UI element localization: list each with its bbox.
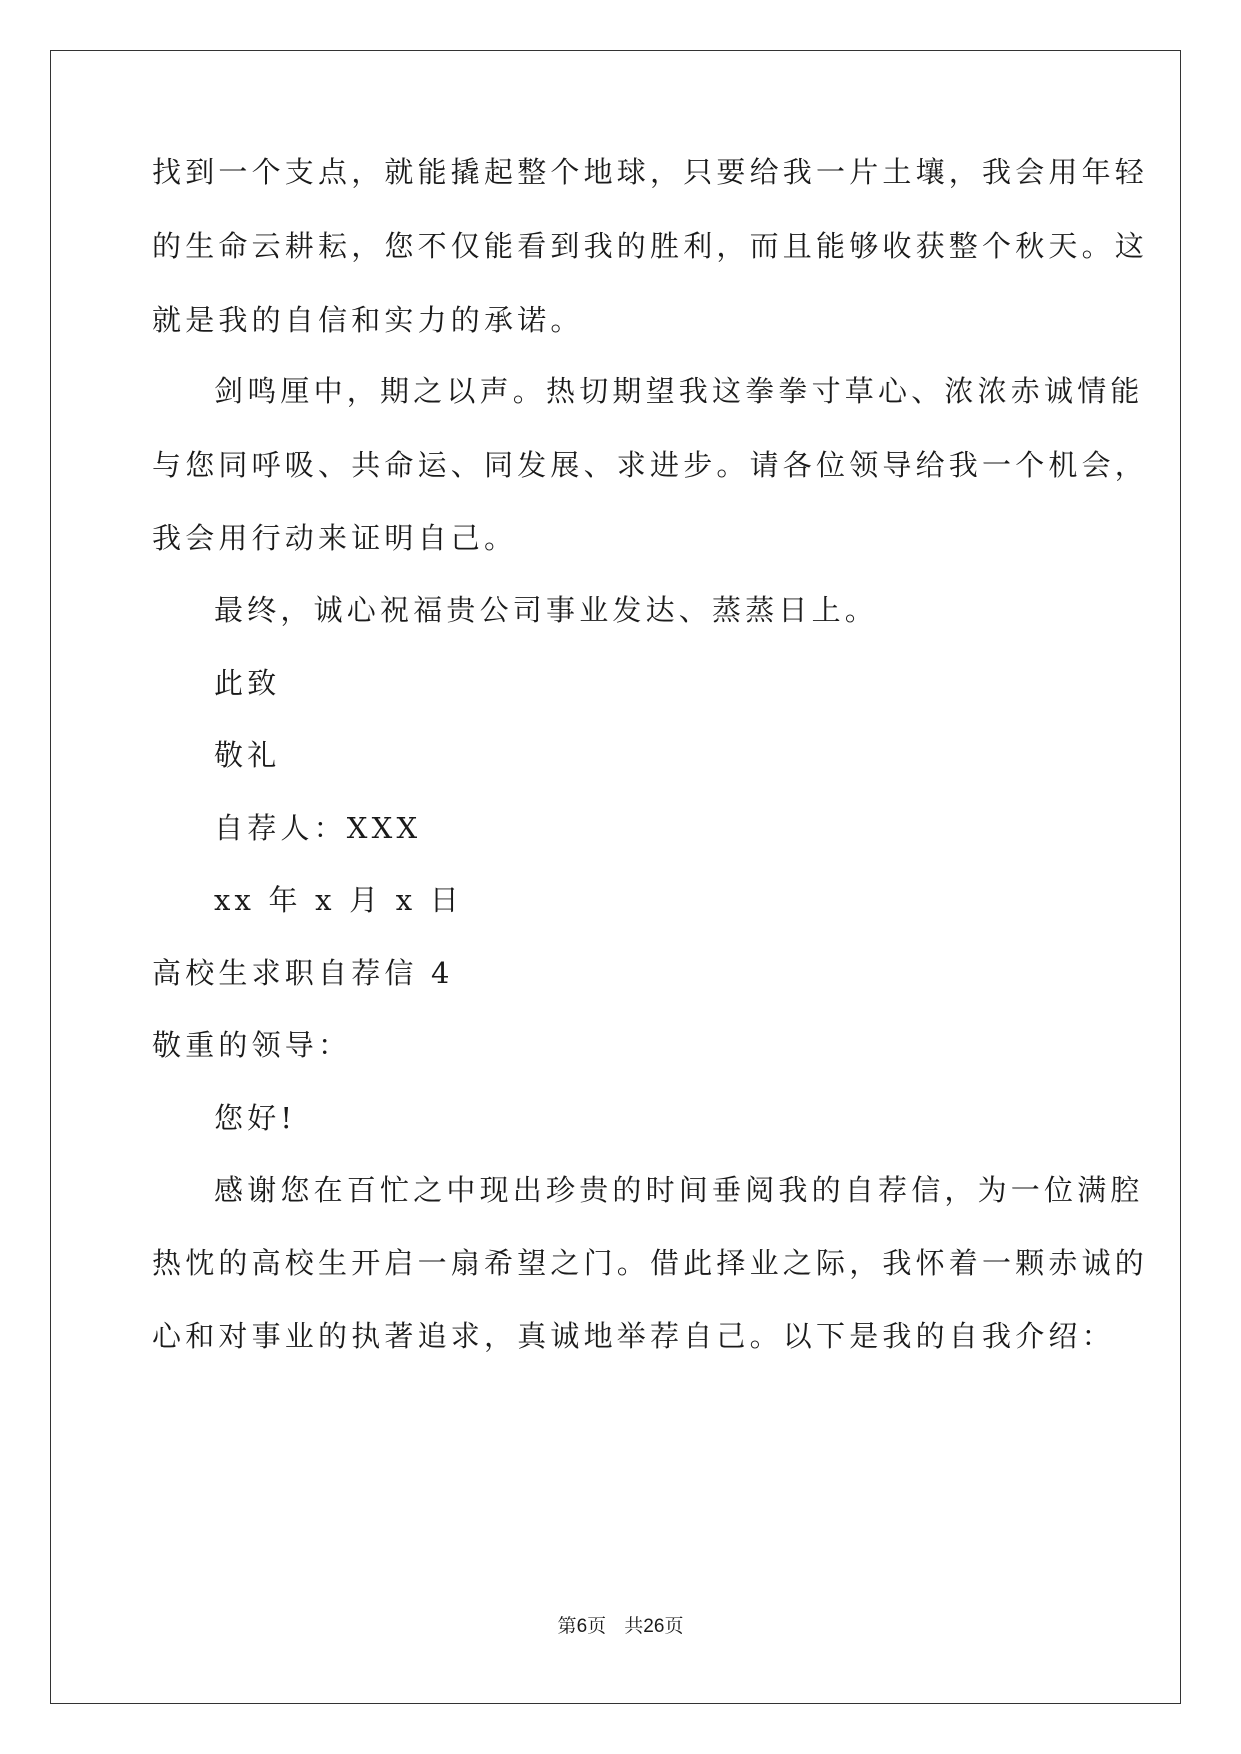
section-title: 高校生求职自荐信 4	[152, 956, 454, 990]
closing-wish: 最终，诚心祝福贵公司事业发达、蒸蒸日上。	[214, 593, 879, 627]
body-line: 感谢您在百忙之中现出珍贵的时间垂阅我的自荐信，为一位满腔	[214, 1173, 1144, 1207]
footer-prefix: 第	[557, 1615, 577, 1637]
body-line: 就是我的自信和实力的承诺。	[152, 303, 584, 337]
body-line: 热忱的高校生开启一扇希望之门。借此择业之际，我怀着一颗赤诚的	[152, 1246, 1149, 1280]
footer-total-prefix: 共	[624, 1615, 644, 1637]
page-border	[50, 50, 1181, 1704]
date-line: xx 年 x 月 x 日	[214, 883, 463, 917]
current-page-number: 6	[576, 1616, 588, 1637]
salutation-close: 此致	[214, 666, 281, 700]
body-line: 找到一个支点，就能撬起整个地球，只要给我一片土壤，我会用年轻	[152, 155, 1149, 189]
footer-page-word: 页	[587, 1615, 607, 1637]
salutation-regards: 敬礼	[214, 738, 281, 772]
total-pages-number: 26	[643, 1616, 665, 1637]
body-line: 的生命云耕耘，您不仅能看到我的胜利，而且能够收获整个秋天。这	[152, 229, 1149, 263]
hello-line: 您好!	[214, 1101, 297, 1135]
signature-line: 自荐人：XXX	[214, 811, 422, 845]
recipient-greeting: 敬重的领导：	[152, 1028, 352, 1062]
footer-total-suffix: 页	[664, 1615, 684, 1637]
page-footer	[0, 1614, 1241, 1639]
body-line: 与您同呼吸、共命运、同发展、求进步。请各位领导给我一个机会，	[152, 448, 1149, 482]
body-line: 心和对事业的执著追求，真诚地举荐自己。以下是我的自我介绍：	[152, 1319, 1115, 1353]
body-line: 剑鸣厘中，期之以声。热切期望我这拳拳寸草心、浓浓赤诚情能	[214, 374, 1144, 408]
body-line: 我会用行动来证明自己。	[152, 521, 518, 555]
